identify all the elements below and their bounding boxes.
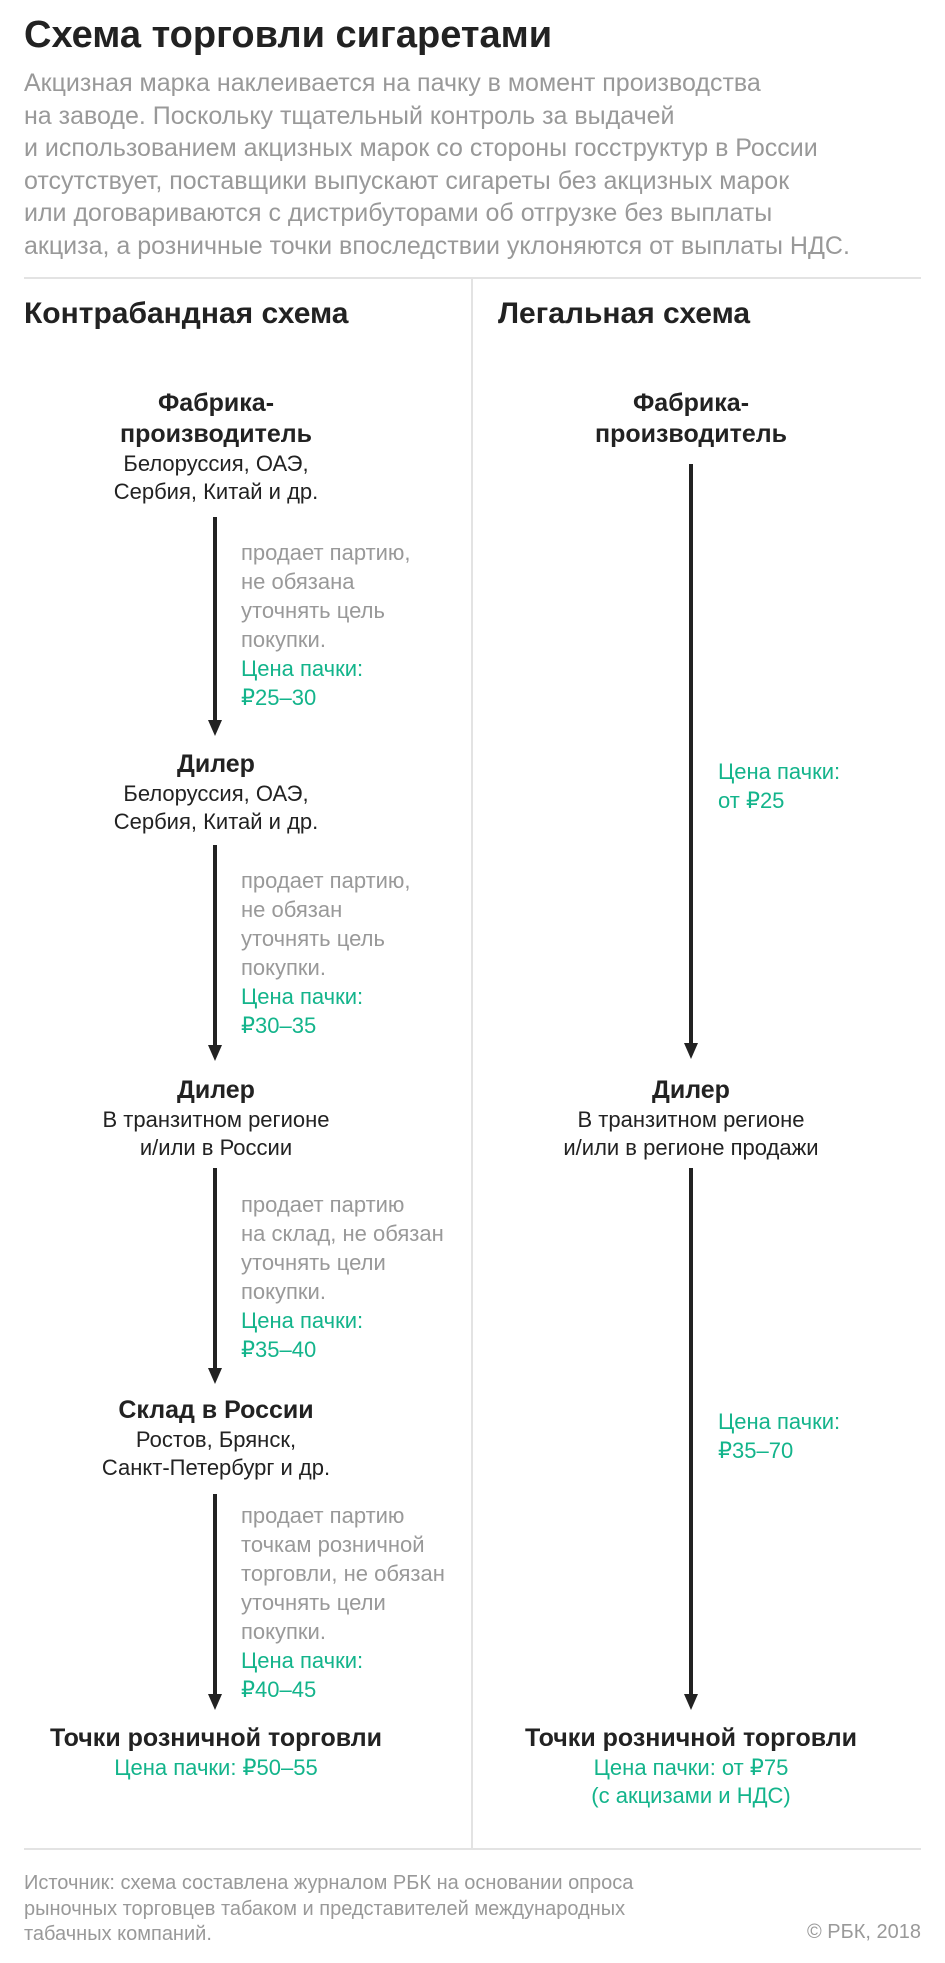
smuggling-scheme-heading: Контрабандная схема [24, 297, 349, 330]
node-dealer-legal [516, 1075, 866, 1162]
arrow-down-icon [208, 517, 222, 736]
transition-price [718, 1407, 840, 1465]
node-name: Дилер [177, 750, 255, 778]
transition-price [718, 757, 840, 815]
note-text: уточнять цели [241, 1250, 386, 1275]
note-text: продает партию, [241, 540, 411, 565]
transition-note [241, 866, 411, 1040]
node-location: Сербия, Китай и др. [113, 809, 319, 834]
node-location: и/или в регионе продажи [563, 1135, 819, 1160]
node-price: Цена пачки: ₽50–55 [114, 1755, 318, 1780]
arrow-down-icon [208, 1168, 222, 1384]
note-price: ₽35–40 [241, 1337, 317, 1362]
node-price: Цена пачки: от ₽75 [593, 1755, 789, 1780]
note-text: уточнять цель [241, 598, 385, 623]
transition-note [241, 538, 411, 712]
node-warehouse-russia [66, 1395, 366, 1482]
node-price: (с акцизами и НДС) [591, 1783, 791, 1808]
node-location: Белоруссия, ОАЭ, [123, 781, 309, 806]
note-text: торговли, не обязан [241, 1561, 445, 1586]
note-price: Цена пачки: [241, 1308, 364, 1333]
note-text: покупки. [241, 1279, 326, 1304]
transition-note [241, 1501, 445, 1704]
note-price: ₽35–70 [718, 1438, 794, 1463]
note-text: покупки. [241, 955, 326, 980]
note-text: уточнять цель [241, 926, 385, 951]
note-price: Цена пачки: [241, 984, 364, 1009]
node-name: Дилер [177, 1076, 255, 1104]
arrow-down-icon [208, 1494, 222, 1710]
source-line: Источник: схема составлена журналом РБК на основании опроса [24, 1872, 634, 1894]
note-price: Цена пачки: [241, 1648, 364, 1673]
node-name: Точки розничной торговли [49, 1724, 383, 1752]
node-location: и/или в России [139, 1135, 293, 1160]
source-note [24, 1871, 633, 1948]
lead-line: и использованием акцизных марок со стороны госструктур в России [24, 134, 818, 162]
source-line: табачных компаний. [24, 1923, 212, 1945]
node-name: Склад в России [118, 1396, 314, 1424]
note-text: на склад, не обязан [241, 1221, 444, 1246]
node-dealer-abroad [66, 749, 366, 836]
node-retail-smuggling [16, 1723, 416, 1782]
source-line: рыночных торговцев табаком и представителей международных [24, 1897, 626, 1920]
node-name: Точки розничной торговли [524, 1724, 858, 1752]
note-text: уточнять цели [241, 1590, 386, 1615]
note-text: продает партию [241, 1503, 405, 1528]
copyright: © РБК, 2018 [806, 1921, 921, 1943]
note-price: ₽30–35 [241, 1013, 317, 1038]
arrow-down-icon [208, 845, 222, 1061]
node-location: Белоруссия, ОАЭ, [123, 451, 309, 476]
node-factory-legal [541, 388, 841, 450]
node-name: производитель [594, 420, 788, 448]
node-name: Фабрика- [157, 389, 275, 417]
note-text: продает партию, [241, 868, 411, 893]
node-dealer-transit [66, 1075, 366, 1162]
note-text: покупки. [241, 627, 326, 652]
note-price: Цена пачки: [241, 656, 364, 681]
lead-line: акциза, а розничные точки впоследствии уклоняются от выплаты НДС. [24, 231, 850, 260]
lead-line: отсутствует, поставщики выпускают сигареты без акцизных марок [24, 166, 790, 195]
node-location: Ростов, Брянск, [135, 1427, 297, 1452]
node-location: Сербия, Китай и др. [113, 479, 319, 504]
node-name: Дилер [652, 1076, 730, 1104]
note-price: Цена пачки: [718, 1409, 841, 1434]
node-location: В транзитном регионе [102, 1107, 330, 1132]
note-text: продает партию [241, 1192, 405, 1217]
node-name: Фабрика- [632, 389, 750, 417]
page-title: Схема торговли сигаретами [24, 14, 553, 56]
node-location: Санкт-Петербург и др. [101, 1455, 331, 1480]
note-price: ₽40–45 [241, 1677, 317, 1702]
legal-scheme-heading: Легальная схема [498, 297, 751, 330]
lead-line: Акцизная марка наклеивается на пачку в момент производства [24, 69, 761, 97]
transition-note [241, 1190, 444, 1364]
note-price: ₽25–30 [241, 685, 317, 710]
arrow-down-icon [684, 464, 698, 1059]
node-location: В транзитном регионе [577, 1107, 805, 1132]
lead-line: на заводе. Поскольку тщательный контроль за выдачей [24, 101, 675, 130]
note-text: не обязана [241, 569, 355, 594]
note-text: не обязан [241, 897, 343, 922]
note-price: Цена пачки: [718, 759, 841, 784]
lead-line: или договариваются с дистрибуторами об отгрузке без выплаты [24, 199, 773, 227]
node-factory-smuggling [66, 388, 366, 506]
note-price: от ₽25 [718, 788, 785, 813]
arrow-down-icon [684, 1168, 698, 1710]
note-text: покупки. [241, 1619, 326, 1644]
node-name: производитель [119, 420, 313, 448]
note-text: точкам розничной [241, 1532, 425, 1557]
node-retail-legal [491, 1723, 891, 1810]
